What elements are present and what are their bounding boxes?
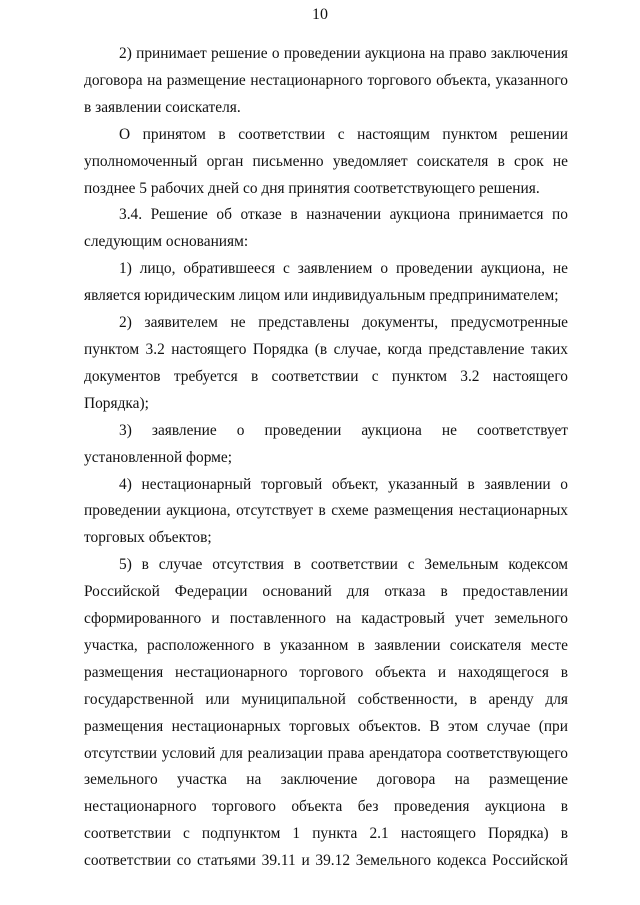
paragraph-ground-5: 5) в случае отсутствия в соответствии с Земельным кодексом Российской Федерации оснований для отказа в предоставлении сформированного и поставленного на кадастровый учет земельного участка, расположенного в указанном в заявлении соискателя месте размещения нестационарного торгового объекта и находящегося в государственной или муниципальной собственности, в аренду для размещения нестационарных торговых объектов. В этом случае (при отсутствии условий для реализации права арендатора соответствующего земельного участка на заключение договора на размещение нестационарного торгового объекта без проведения аукциона в соответствии с подпунктом 1 пункта 2.1 настоящего Порядка) в соответствии со статьями 39.11 и 39.12 Земельного кодекса Российской (84, 556, 568, 870)
paragraph-ground-1: 1) лицо, обратившееся с заявлением о проведении аукциона, не является юридическим лицом или индивидуальным предпринимателем; (84, 260, 568, 305)
paragraph-ground-4: 4) нестационарный торговый объект, указанный в заявлении о проведении аукциона, отсутствует в схеме размещения нестационарных торговых объектов; (84, 475, 568, 547)
paragraph-item-2: 2) принимает решение о проведении аукциона на право заключения договора на размещение нестационарного торгового объекта, указанного в заявлении соискателя. (84, 45, 568, 116)
paragraph-clause-3-4: 3.4. Решение об отказе в назначении аукциона принимается по следующим основаниям: (84, 206, 568, 251)
paragraph-notification: О принятом в соответствии с настоящим пунктом решении уполномоченный орган письменно уведомляет соискателя в срок не позднее 5 рабочих дней со дня принятия соответствующего решения. (84, 125, 568, 197)
document-body (84, 41, 568, 875)
paragraph-ground-3: 3) заявление о проведении аукциона не соответствует установленной форме; (84, 421, 568, 466)
page-number: 10 (312, 6, 328, 23)
paragraph-ground-2: 2) заявителем не представлены документы, предусмотренные пунктом 3.2 настоящего Порядка (в случае, когда представление таких документов требуется в соответствии с пунктом 3.2 настоящего Порядка); (84, 314, 568, 412)
